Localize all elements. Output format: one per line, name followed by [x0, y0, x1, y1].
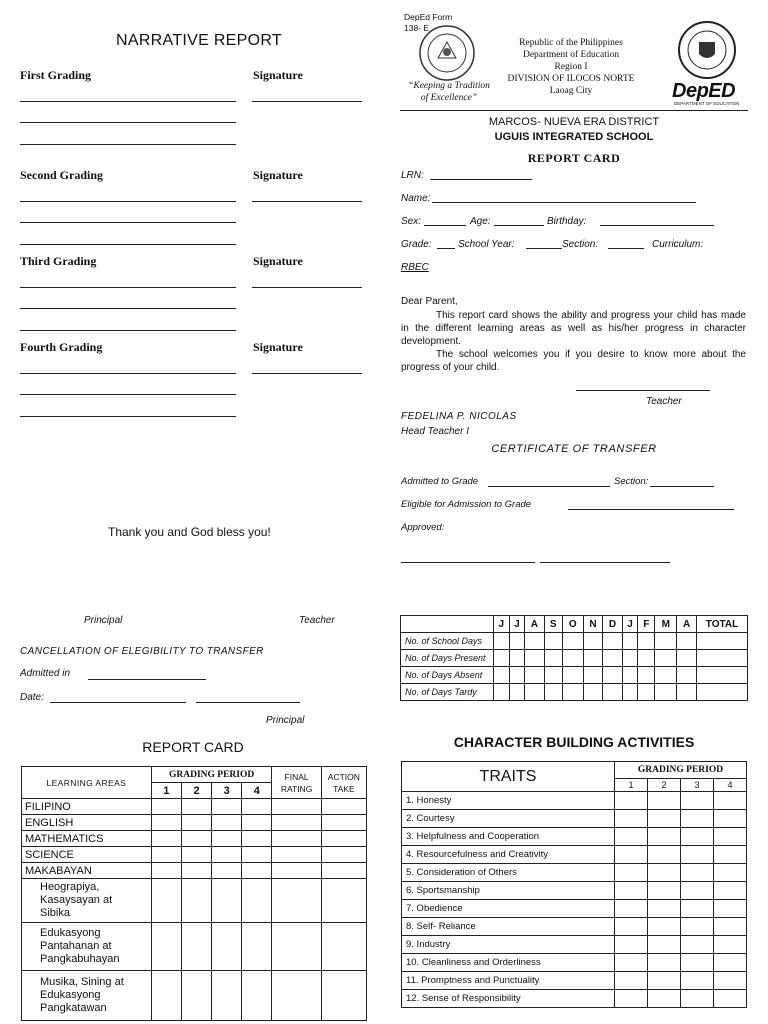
grades-header-row [22, 767, 367, 783]
attendance-row [401, 684, 748, 701]
trait-name: 4. Resourcefulness and Creativity [402, 846, 615, 864]
trait-name: 5. Consideration of Others [402, 864, 615, 882]
month-cell: J [509, 616, 525, 633]
period-cell: 1 [151, 783, 181, 799]
trait-name: 2. Courtesy [402, 810, 615, 828]
trait-name: 3. Helpfulness and Cooperation [402, 828, 615, 846]
teacher-label: Teacher [299, 615, 335, 626]
trait-name: 7. Obedience [402, 900, 615, 918]
report-card-heading: REPORT CARD [527, 151, 621, 165]
age-label: Age: [470, 216, 491, 227]
teacher-signature-line [576, 390, 710, 391]
form-number-line1: DepEd Form [404, 12, 453, 22]
birthday-field[interactable] [600, 225, 714, 226]
subject-row [22, 815, 367, 831]
signature-label-1: Signature [253, 68, 303, 82]
school-seal-icon [418, 24, 476, 82]
attendance-row-label: No. of Days Present [401, 650, 494, 667]
month-cell: S [544, 616, 562, 633]
approved-line-2 [540, 562, 670, 563]
grading-period-header: GRADING PERIOD [151, 767, 272, 783]
motto-line1: “Keeping a Tradition [408, 81, 490, 91]
attendance-table [400, 615, 748, 701]
first-line-2 [20, 122, 236, 123]
trait-name: 6. Sportsmanship [402, 882, 615, 900]
department-text: Department of Education [522, 50, 620, 60]
fourth-line-3 [20, 416, 236, 417]
approved-label: Approved: [401, 522, 445, 533]
subject-name: MAKABAYAN [22, 863, 152, 879]
attendance-header-row [401, 616, 748, 633]
transfer-section-field[interactable] [650, 486, 714, 487]
motto-line2: of Excellence” [420, 93, 478, 103]
grade-field[interactable] [437, 248, 455, 249]
subject-name: SCIENCE [22, 847, 152, 863]
subject-line: Edukasyong [40, 927, 101, 939]
curriculum-value: RBEC [401, 262, 429, 273]
third-signature-line [252, 287, 362, 288]
trait-row [402, 990, 747, 1008]
trait-row [402, 954, 747, 972]
character-header-row [402, 762, 747, 779]
principal-signature-line [196, 702, 300, 703]
approved-line-1 [401, 562, 535, 563]
attendance-row [401, 650, 748, 667]
subject-row [22, 971, 367, 1021]
transfer-section-label: Section: [614, 476, 649, 487]
district-text: MARCOS- NUEVA ERA DISTRICT [488, 116, 660, 128]
trait-name: 1. Honesty [402, 792, 615, 810]
period-cell: 2 [181, 783, 211, 799]
third-line-1 [20, 287, 236, 288]
grade-label: Grade: [401, 239, 432, 250]
month-cell: N [583, 616, 603, 633]
trait-row [402, 828, 747, 846]
period-cell: 4 [242, 783, 272, 799]
character-grading-header: GRADING PERIOD [615, 762, 747, 779]
character-table [401, 761, 747, 1008]
subject-row [22, 831, 367, 847]
school-year-field[interactable] [526, 248, 562, 249]
attendance-corner-cell [401, 616, 494, 633]
subject-line: Heograpiya, [40, 881, 100, 893]
subject-row [22, 863, 367, 879]
attendance-row-label: No. of School Days [401, 633, 494, 650]
subject-name [22, 923, 152, 971]
report-card-title: REPORT CARD [142, 739, 244, 755]
third-line-2 [20, 308, 236, 309]
month-cell: A [525, 616, 545, 633]
action-taken-header [321, 767, 366, 799]
letter-salutation: Dear Parent, [401, 296, 458, 307]
trait-name: 8. Self- Reliance [402, 918, 615, 936]
first-signature-line [252, 101, 362, 102]
trait-name: 11. Promptness and Punctuality [402, 972, 615, 990]
school-name: UGUIS INTEGRATED SCHOOL [494, 131, 654, 143]
fourth-signature-line [252, 373, 362, 374]
birthday-label: Birthday: [547, 216, 587, 227]
trait-row [402, 792, 747, 810]
lrn-label: LRN: [401, 170, 424, 181]
grades-table [21, 766, 367, 1021]
period-cell: 3 [681, 779, 714, 792]
letter-teacher-label: Teacher [646, 396, 682, 407]
letter-para1: This report card shows the ability and progress your child has made in the different learning areas as well as his/her progress in character development. [401, 310, 746, 347]
action-line1: ACTION [327, 771, 360, 782]
final-rating-line2: RATING [280, 783, 313, 794]
trait-row [402, 900, 747, 918]
section-field[interactable] [608, 248, 644, 249]
subject-line: Edukasyong [40, 989, 101, 1001]
subject-row [22, 923, 367, 971]
second-grading-label: Second Grading [20, 168, 104, 182]
region-text: Region I [554, 62, 588, 72]
third-line-3 [20, 330, 236, 331]
subject-row [22, 879, 367, 923]
deped-logo-sub: DEPARTMENT OF EDUCATION [674, 101, 740, 106]
trait-name: 12. Sense of Responsibility [402, 990, 615, 1008]
period-cell: 3 [212, 783, 242, 799]
character-title: CHARACTER BUILDING ACTIVITIES [453, 734, 695, 750]
cancellation-principal-label: Principal [266, 715, 305, 726]
attendance-row-label: No. of Days Tardy [401, 684, 494, 701]
final-rating-line1: FINAL [284, 771, 309, 782]
sex-label: Sex: [401, 216, 422, 227]
eligible-field[interactable] [568, 509, 734, 510]
attendance-row [401, 667, 748, 684]
signature-label-3: Signature [253, 254, 303, 268]
trait-row [402, 936, 747, 954]
month-cell: O [562, 616, 583, 633]
month-cell: F [638, 616, 655, 633]
second-signature-line [252, 201, 362, 202]
eligible-label: Eligible for Admission to Grade [401, 499, 532, 510]
section-label: Section: [562, 239, 599, 250]
subject-name: FILIPINO [22, 799, 152, 815]
deped-logo: DepED [672, 80, 736, 102]
subject-row [22, 799, 367, 815]
second-line-3 [20, 244, 236, 245]
form-number-line2: 138- E [404, 23, 430, 33]
name-label: Name: [401, 193, 431, 204]
second-line-1 [20, 201, 236, 202]
final-rating-header [272, 767, 321, 799]
admitted-grade-field[interactable] [488, 486, 610, 487]
subject-line: Pantahanan at [40, 940, 112, 952]
head-teacher-title: Head Teacher I [401, 426, 470, 437]
first-grading-label: First Grading [20, 68, 91, 82]
principal-label: Principal [84, 615, 123, 626]
fourth-line-2 [20, 394, 236, 395]
deped-seal-icon [677, 20, 737, 80]
date-line [50, 702, 186, 703]
motto [401, 80, 497, 104]
age-field[interactable] [494, 225, 544, 226]
sex-field[interactable] [424, 225, 466, 226]
signature-label-4: Signature [253, 340, 303, 354]
month-cell: M [655, 616, 677, 633]
trait-name: 10. Cleanliness and Orderliness [402, 954, 615, 972]
trait-row [402, 810, 747, 828]
subject-line: Pangkatawan [40, 1002, 107, 1014]
attendance-row [401, 633, 748, 650]
third-grading-label: Third Grading [20, 254, 97, 268]
trait-row [402, 864, 747, 882]
month-cell: J [622, 616, 638, 633]
subject-name: ENGLISH [22, 815, 152, 831]
subject-name [22, 971, 152, 1021]
lrn-field[interactable] [430, 179, 532, 180]
trait-row [402, 846, 747, 864]
period-cell: 4 [714, 779, 747, 792]
action-line2: TAKE [333, 783, 355, 794]
transfer-title: CERTIFICATE OF TRANSFER [491, 443, 657, 455]
trait-name: 9. Industry [402, 936, 615, 954]
name-field[interactable] [432, 202, 696, 203]
first-line-3 [20, 144, 236, 145]
admitted-grade-label: Admitted to Grade [401, 476, 479, 487]
curriculum-label: Curriculum: [652, 239, 704, 250]
month-cell: J [494, 616, 510, 633]
trait-row [402, 972, 747, 990]
subject-line: Kasaysayan at [40, 894, 113, 906]
republic-text: Republic of the Philippines [519, 38, 623, 48]
learning-areas-header: LEARNING AREAS [22, 767, 152, 799]
total-cell: TOTAL [697, 616, 748, 633]
second-line-2 [20, 222, 236, 223]
fourth-grading-label: Fourth Grading [20, 340, 103, 354]
fourth-line-1 [20, 373, 236, 374]
month-cell: A [677, 616, 697, 633]
admitted-in-label: Admitted in [20, 668, 71, 679]
narrative-title: NARRATIVE REPORT [116, 32, 283, 49]
cancellation-title: CANCELLATION OF ELEGIBILITY TO TRANSFER [20, 646, 264, 657]
school-year-label: School Year: [458, 239, 515, 250]
subject-line: Sibika [40, 907, 70, 919]
period-cell: 1 [615, 779, 648, 792]
header-rule [400, 110, 748, 111]
date-label: Date: [20, 692, 44, 703]
subject-line: Musika, Sining at [40, 976, 124, 988]
subject-line: Pangkabuhayan [40, 953, 120, 965]
period-cell: 2 [648, 779, 681, 792]
head-teacher-name: FEDELINA P. NICOLAS [401, 411, 517, 422]
traits-header: TRAITS [402, 762, 615, 792]
division-text: DIVISION OF ILOCOS NORTE [507, 74, 635, 84]
subject-name: MATHEMATICS [22, 831, 152, 847]
subject-row [22, 847, 367, 863]
trait-row [402, 882, 747, 900]
subject-name [22, 879, 152, 923]
agency-header [496, 37, 646, 97]
month-cell: D [603, 616, 623, 633]
admitted-in-line [88, 679, 206, 680]
city-text: Laoag City [549, 86, 593, 96]
trait-row [402, 918, 747, 936]
attendance-row-label: No. of Days Absent [401, 667, 494, 684]
signature-label-2: Signature [253, 168, 303, 182]
letter-para2: The school welcomes you if you desire to know more about the progress of your child. [401, 349, 746, 373]
closing-text: Thank you and God bless you! [108, 525, 271, 539]
first-line-1 [20, 101, 236, 102]
